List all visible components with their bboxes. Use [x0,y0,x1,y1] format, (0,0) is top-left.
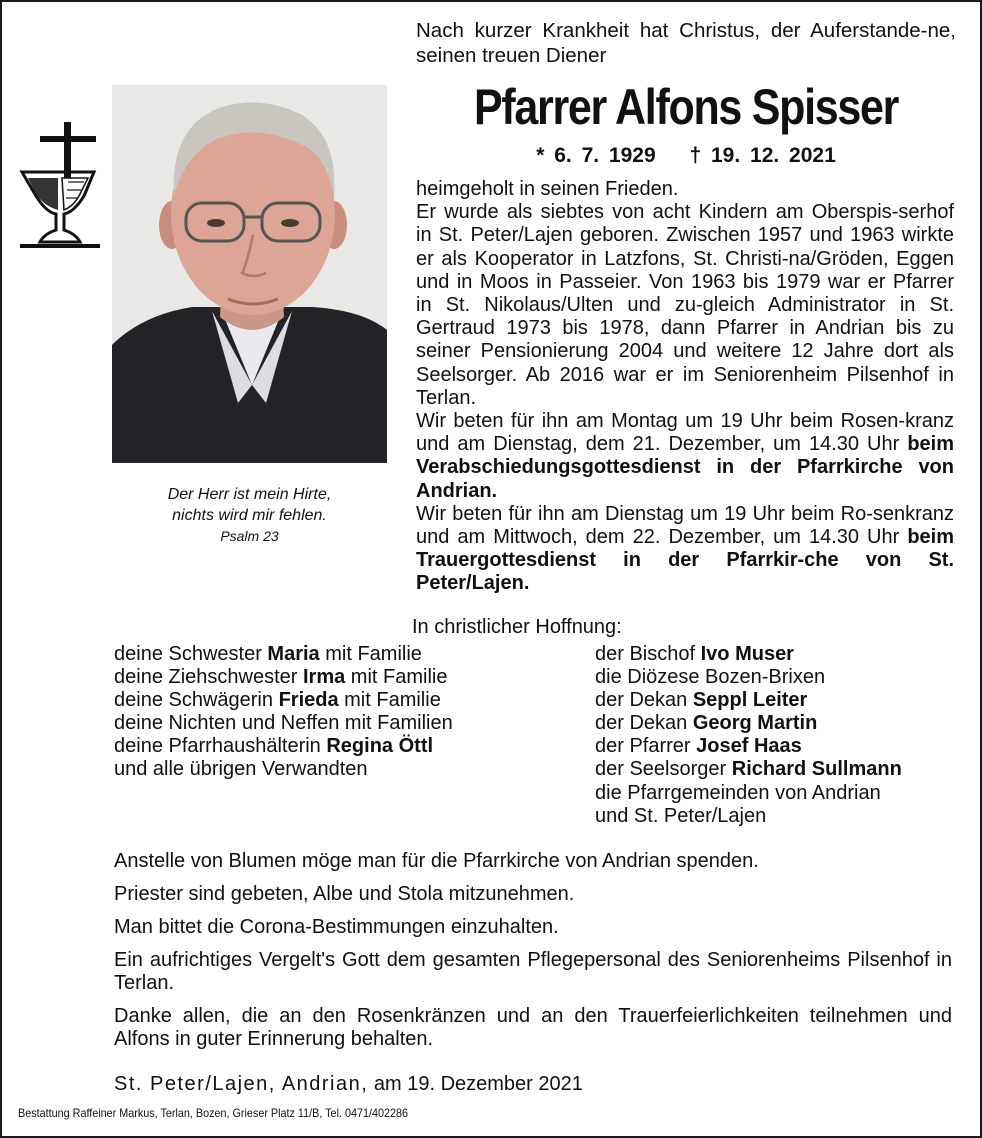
place: St. Peter/Lajen, Andrian, [114,1073,369,1095]
mourner-line: und St. Peter/Lajen [595,804,767,827]
quote-source: Psalm 23 [220,528,279,544]
hope-line: In christlicher Hoffnung: [412,616,622,638]
note: Priester sind gebeten, Albe und Stola mitzunehmen. [114,883,575,905]
mourner-line: der Pfarrer Josef Haas [595,735,802,758]
mourner-line: der Seelsorger Richard Sullmann [595,758,902,781]
deceased-name: Pfarrer Alfons Spisser [473,79,899,135]
note: Danke allen, die an den Rosenkränzen und an den Trauerfeierlichkeiten teilnehmen und Alfons in guter Erinnerung behalten. [114,1005,952,1050]
mourner-line: die Pfarrgemeinden von Andrian [595,781,881,804]
mourner-line: und alle übrigen Verwandten [114,758,368,781]
mourner-line: deine Pfarrhaushälterin Regina Öttl [114,735,434,758]
mourner-line: deine Ziehschwester Irma mit Familie [114,666,448,689]
mourner-line: der Dekan Seppl Leiter [595,689,808,712]
body-paragraph: heimgeholt in seinen Frieden. [416,178,679,200]
mourner-line: der Bischof Ivo Muser [595,643,794,665]
body-paragraph: Wir beten für ihn am Dienstag um 19 Uhr beim Ro-senkranz und am Mittwoch, dem 22. Dezember, um 14.30 Uhr beim Trauergottesdienst in der Pfarrkir-che von St. Peter/Lajen. [416,502,954,595]
mourners-right [595,643,902,828]
cross-chalice-icon [18,120,102,252]
birth-date: * 6. 7. 1929 [536,144,656,167]
closing-notes [114,850,952,1061]
note: Anstelle von Blumen möge man für die Pfarrkirche von Andrian spenden. [114,850,759,872]
mourner-line: deine Schwägerin Frieda mit Familie [114,689,441,712]
mourner-line: deine Schwester Maria mit Familie [114,643,422,665]
place-date-line [114,1073,583,1096]
note: Man bittet die Corona-Bestimmungen einzuhalten. [114,916,559,938]
body-paragraph: Wir beten für ihn am Montag um 19 Uhr beim Rosen-kranz und am Dienstag, dem 21. Dezember, um 14.30 Uhr beim Verabschiedungsgottesdienst in der Pfarrkirche von Andrian. [416,410,954,502]
note: Ein aufrichtiges Vergelt's Gott dem gesamten Pflegepersonal des Seniorenheims Pilsenhof in Terlan. [114,949,952,994]
psalm-quote: Der Herr ist mein Hirte, nichts wird mir fehlen. Psalm 23 [112,484,387,547]
funeral-home-footer: Bestattung Raffeiner Markus, Terlan, Bozen, Grieser Platz 11/B, Tel. 0471/402286 [18,1106,409,1120]
body-paragraph: Er wurde als siebtes von acht Kindern am Oberspis-serhof in St. Peter/Lajen geboren. Zwischen 1957 und 1963 wirkte er als Kooperator in Latzfons, St. Christi-na/Gröden, Eggen und in Moos in Passeier. Von 1963 bis 1979 war er Pfarrer in St. Nikolaus/Ulten und zu-gleich Administrator in St. Gertraud 1973 bis 1978, dann Pfarrer in Andrian bis zu seiner Pensionierung 2004 und weitere 12 Jahre dort als Seelsorger. Ab 2016 war er im Seniorenheim Pilsenhof in Terlan. [416,201,954,409]
date: am 19. Dezember 2021 [368,1073,583,1095]
mourner-line: der Dekan Georg Martin [595,712,818,735]
death-date: † 19. 12. 2021 [689,144,836,167]
life-dates [414,144,958,168]
intro-text: Nach kurzer Krankheit hat Christus, der Auferstande-ne, seinen treuen Diener [416,19,956,67]
mourner-line: die Diözese Bozen-Brixen [595,666,826,689]
mourners-left [114,643,453,782]
portrait-photo [112,85,387,463]
mourner-line: deine Nichten und Neffen mit Familien [114,712,453,735]
biography-text [416,178,954,596]
